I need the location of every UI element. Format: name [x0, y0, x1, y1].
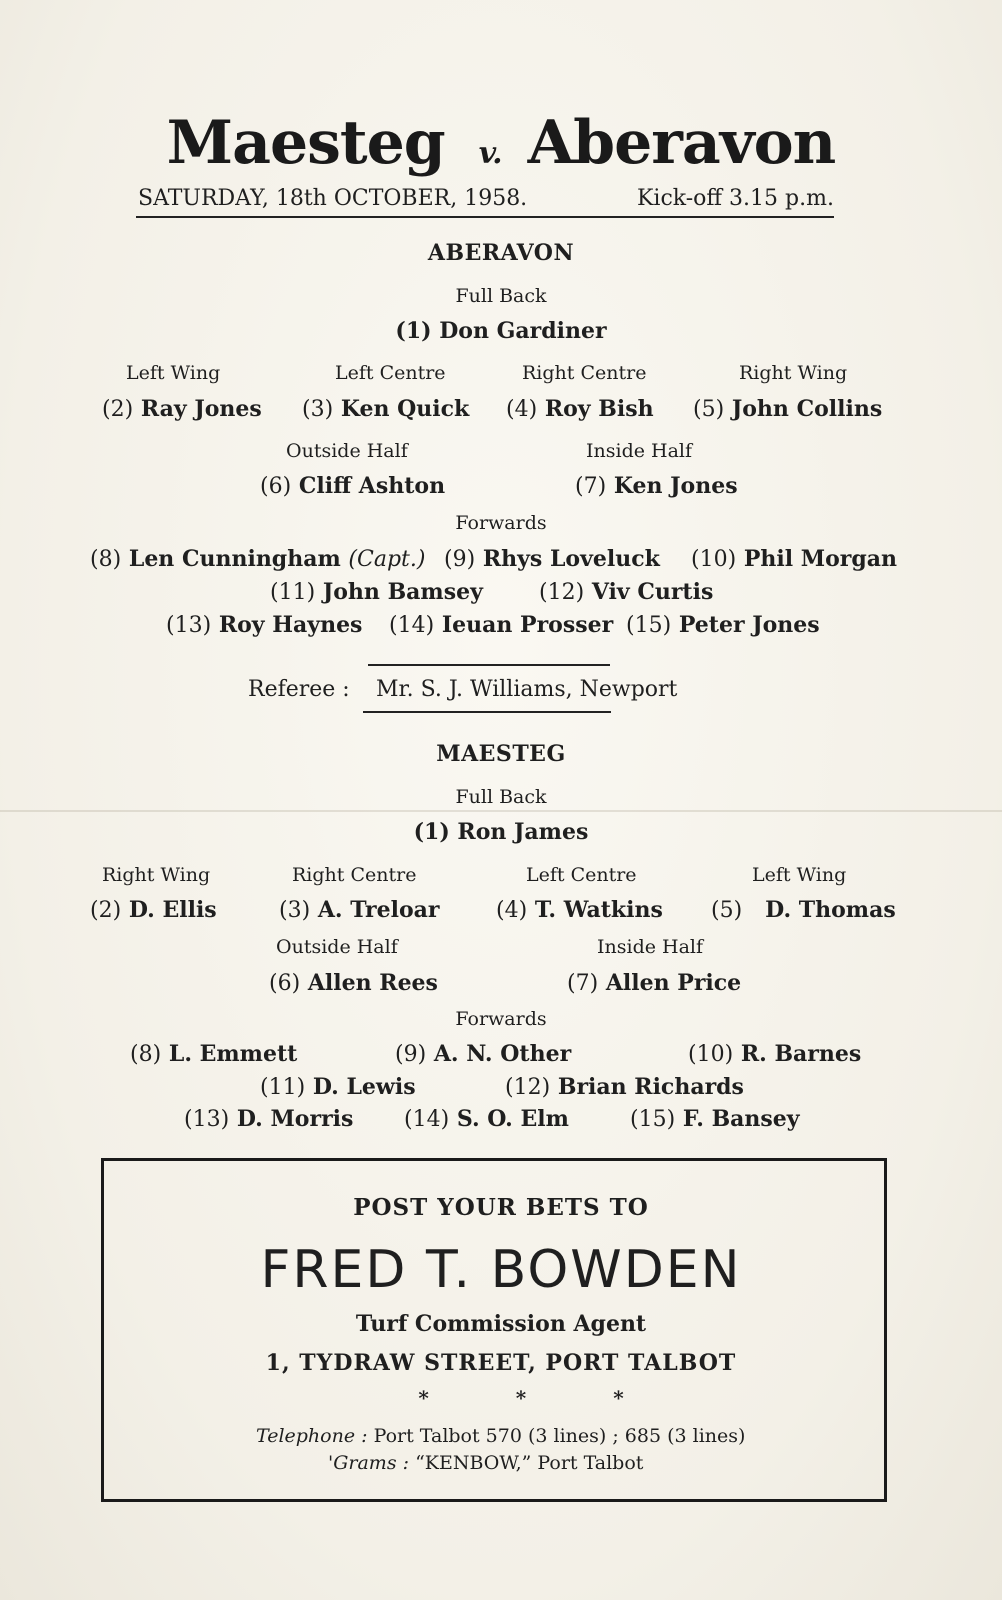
- referee-rule-bottom: [363, 711, 611, 713]
- aberavon-player-3: (3) Ken Quick: [302, 396, 470, 422]
- versus-label: v.: [478, 136, 502, 171]
- maesteg-full-back-player: (1) Ron James: [413, 819, 589, 845]
- advert-stars: * * *: [418, 1386, 664, 1410]
- aberavon-player-4: (4) Roy Bish: [506, 396, 654, 422]
- advert-grams: 'Grams : “KENBOW,” Port Talbot: [328, 1452, 644, 1474]
- kickoff-time: Kick-off 3.15 p.m.: [637, 186, 834, 211]
- aberavon-forwards-label: Forwards: [455, 512, 547, 534]
- referee-label: Referee :: [248, 677, 350, 702]
- advert-address: 1, TYDRAW STREET, PORT TALBOT: [265, 1350, 737, 1376]
- referee-name: Mr. S. J. Williams, Newport: [376, 677, 678, 702]
- aberavon-outside-half-label: Outside Half: [286, 440, 408, 462]
- away-team-title: Aberavon: [527, 108, 836, 178]
- aberavon-full-back-label: Full Back: [455, 285, 547, 307]
- advert-headline: POST YOUR BETS TO: [353, 1194, 649, 1221]
- maesteg-player-5: (5) D. Thomas: [711, 897, 896, 923]
- maesteg-player-4: (4) T. Watkins: [496, 897, 663, 923]
- aberavon-player-6: (6) Cliff Ashton: [260, 473, 446, 499]
- maesteg-full-back-label: Full Back: [455, 786, 547, 808]
- home-team-title: Maesteg: [166, 108, 445, 178]
- maesteg-inside-half-label: Inside Half: [597, 936, 704, 958]
- maesteg-player-14: (14) S. O. Elm: [404, 1106, 569, 1132]
- page-fold: [0, 810, 1002, 812]
- advert-role: Turf Commission Agent: [355, 1311, 647, 1337]
- aberavon-player-7: (7) Ken Jones: [575, 473, 738, 499]
- maesteg-left-wing-label: Left Wing: [752, 864, 847, 886]
- maesteg-player-13: (13) D. Morris: [184, 1106, 354, 1132]
- aberavon-player-5: (5) John Collins: [693, 396, 883, 422]
- maesteg-right-wing-label: Right Wing: [102, 864, 211, 886]
- aberavon-player-2: (2) Ray Jones: [102, 396, 262, 422]
- advert-telephone: Telephone : Port Talbot 570 (3 lines) ; 685 (3 lines): [256, 1425, 746, 1447]
- match-date: SATURDAY, 18th OCTOBER, 1958.: [138, 186, 528, 211]
- maesteg-player-12: (12) Brian Richards: [505, 1074, 744, 1100]
- aberavon-player-8: (8) Len Cunningham (Capt.): [90, 546, 426, 572]
- maesteg-player-6: (6) Allen Rees: [269, 970, 438, 996]
- maesteg-outside-half-label: Outside Half: [276, 936, 398, 958]
- maesteg-player-9: (9) A. N. Other: [395, 1041, 572, 1067]
- match-title: [0, 108, 1002, 178]
- aberavon-player-15: (15) Peter Jones: [626, 612, 820, 638]
- aberavon-inside-half-label: Inside Half: [586, 440, 693, 462]
- aberavon-player-10: (10) Phil Morgan: [691, 546, 898, 572]
- aberavon-right-centre-label: Right Centre: [522, 362, 647, 384]
- aberavon-player-9: (9) Rhys Loveluck: [444, 546, 660, 572]
- maesteg-player-2: (2) D. Ellis: [90, 897, 217, 923]
- maesteg-heading: MAESTEG: [436, 741, 566, 767]
- maesteg-player-15: (15) F. Bansey: [630, 1106, 800, 1132]
- maesteg-left-centre-label: Left Centre: [526, 864, 637, 886]
- referee-rule-top: [368, 664, 610, 666]
- aberavon-heading: ABERAVON: [427, 240, 575, 266]
- maesteg-player-7: (7) Allen Price: [567, 970, 742, 996]
- aberavon-full-back-player: (1) Don Gardiner: [395, 318, 607, 344]
- maesteg-player-3: (3) A. Treloar: [279, 897, 440, 923]
- maesteg-player-10: (10) R. Barnes: [688, 1041, 862, 1067]
- aberavon-player-11: (11) John Bamsey: [270, 579, 483, 605]
- aberavon-player-12: (12) Viv Curtis: [539, 579, 714, 605]
- maesteg-player-8: (8) L. Emmett: [130, 1041, 298, 1067]
- aberavon-left-centre-label: Left Centre: [335, 362, 446, 384]
- aberavon-right-wing-label: Right Wing: [739, 362, 848, 384]
- maesteg-forwards-label: Forwards: [455, 1008, 547, 1030]
- aberavon-left-wing-label: Left Wing: [126, 362, 221, 384]
- aberavon-player-14: (14) Ieuan Prosser: [389, 612, 614, 638]
- advert-company: FRED T. BOWDEN: [260, 1240, 742, 1300]
- header-rule: [136, 216, 834, 218]
- maesteg-right-centre-label: Right Centre: [292, 864, 417, 886]
- maesteg-player-11: (11) D. Lewis: [260, 1074, 416, 1100]
- aberavon-player-13: (13) Roy Haynes: [166, 612, 363, 638]
